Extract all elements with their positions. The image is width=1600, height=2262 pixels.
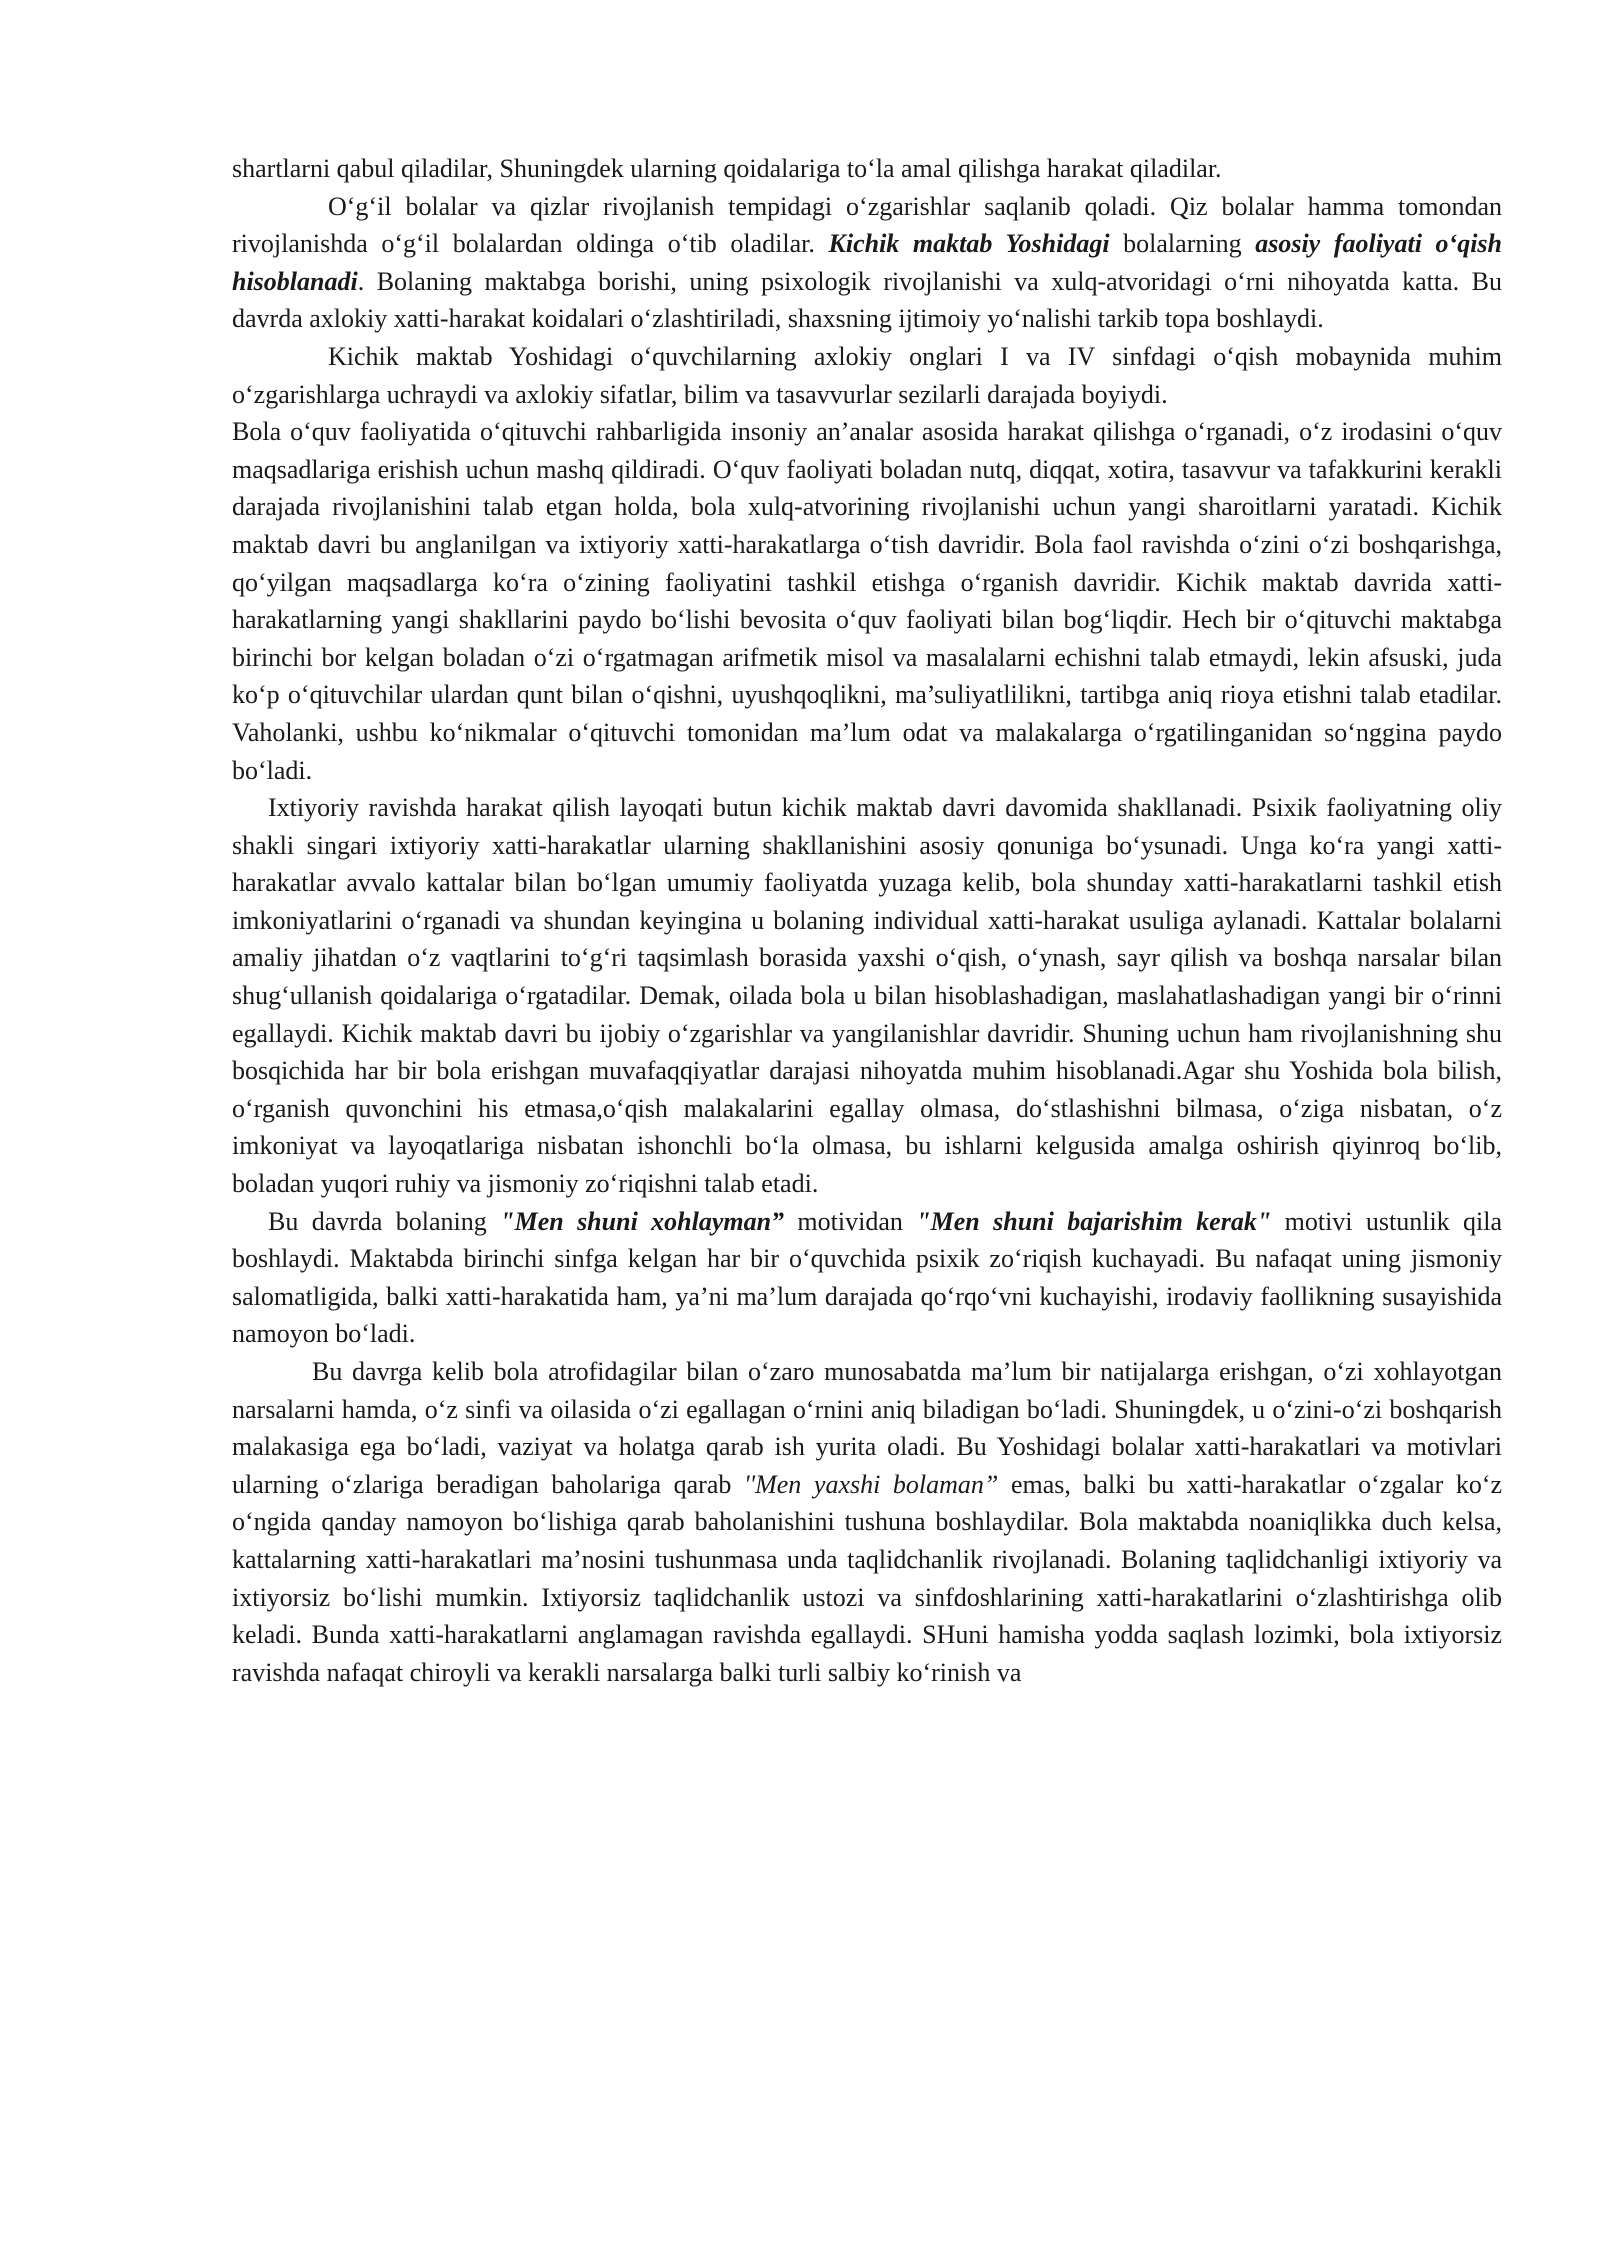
paragraph-7-emphasis-1: ''Men yaxshi bolaman” [743, 1469, 999, 1499]
paragraph-7 [232, 1353, 1502, 1691]
paragraph-6-text-1: Bu davrda bolaning [268, 1206, 501, 1236]
paragraph-7-text-2: emas, balki bu xatti-harakatlar o‘zgalar ko‘z o‘ngida qanday namoyon bo‘lishiga qarab baholanishini tushuna boshlaydilar. Bola maktabda noaniqlikka duch kelsa, kattalarning xatti-harakatlari ma’nosini tushunmasa unda taqlidchanlik rivojlanadi. Bolaning taqlidchanligi ixtiyoriy va ixtiyorsiz bo‘lishi mumkin. Ixtiyorsiz taqlidchanlik ustozi va sinfdoshlarining xatti-harakatlarini o‘zlashtirishga olib keladi. Bunda xatti-harakatlarni anglamagan ravishda egallaydi. SHuni hamisha yodda saqlash lozimki, bola ixtiyorsiz ravishda nafaqat chiroyli va kerakli narsalarga balki turli salbiy ko‘rinish va [232, 1469, 1503, 1687]
paragraph-7-text-1: Bu davrga kelib bola atrofidagilar bilan o‘zaro munosabatda ma’lum bir natijalarga erishgan, o‘zi xohlayotgan narsalarni hamda, o‘z sinfi va oilasida o‘zi egallagan o‘rnini aniq biladigan bo‘ladi. Shuningdek, u o‘zini-o‘zi boshqarish malakasiga ega bo‘ladi, vaziyat va holatga qarab ish yurita oladi. Bu Yoshidagi bolalar xatti-harakatlari va motivlari ularning o‘zlariga beradigan baholariga qarab [232, 1357, 1502, 1499]
paragraph-6-emphasis-2: "Men shuni bajarishim kerak" [916, 1206, 1272, 1236]
paragraph-1-text: shartlarni qabul qiladilar, Shuningdek ularning qoidalariga to‘la amal qilishga harakat qiladilar. [232, 154, 1222, 183]
paragraph-5 [232, 789, 1502, 1203]
paragraph-6 [232, 1203, 1502, 1353]
paragraph-2 [232, 188, 1502, 338]
paragraph-6-text-2: motividan [784, 1206, 917, 1236]
paragraph-5-text: Ixtiyoriy ravishda harakat qilish layoqati butun kichik maktab davri davomida shakllanadi. Psixik faoliyatning oliy shakli singari ixtiyoriy xatti-harakatlar ularning shakllanishini asosiy qonuniga bo‘ysunadi. Unga ko‘ra yangi xatti-harakatlar avvalo kattalar bilan bo‘lgan umumiy faoliyatda yuzaga kelib, bola shunday xatti-harakatlarni tashkil etish imkoniyatlarini o‘rganadi va shundan keyingina u bolaning individual xatti-harakat usuliga aylanadi. Kattalar bolalarni amaliy jihatdan o‘z vaqtlarini to‘g‘ri taqsimlash borasida yaxshi o‘qish, o‘ynash, sayr qilish va boshqa narsalar bilan shug‘ullanish qoidalariga o‘rgatadilar. Demak, oilada bola u bilan hisoblashadigan, maslahatlashadigan yangi bir o‘rinni egallaydi. Kichik maktab davri bu ijobiy o‘zgarishlar va yangilanishlar davridir. Shuning uchun ham rivojlanishning shu bosqichida har bir bola erishgan muvafaqqiyatlar darajasi nihoyatda muhim hisoblanadi.Agar shu Yoshida bola bilish, o‘rganish quvonchini his etmasa,o‘qish malakalarini egallay olmasa, do‘stlashishni bilmasa, o‘ziga nisbatan, o‘z imkoniyat va layoqatlariga nisbatan ishonchli bo‘la olmasa, bu ishlarni kelgusida amalga oshirish qiyinroq bo‘lib, boladan yuqori ruhiy va jismoniy zo‘riqishni talab etadi. [232, 793, 1502, 1199]
paragraph-6-text-3: motivi ustunlik qila boshlaydi. Maktabda birinchi sinfga kelgan har bir o‘quvchida psixik zo‘riqish kuchayadi. Bu nafaqat uning jismoniy salomatligida, balki xatti-harakatida ham, ya’ni ma’lum darajada qo‘rqo‘vni kuchayishi, irodaviy faollikning susayishida namoyon bo‘ladi. [232, 1206, 1503, 1349]
paragraph-2-emphasis-2: asosiy faoliyati o‘qish hisoblanadi [232, 229, 1502, 296]
paragraph-4-text: Bola o‘quv faoliyatida o‘qituvchi rahbarligida insoniy an’analar asosida harakat qilishga o‘rganadi, o‘z irodasini o‘quv maqsadlariga erishish uchun mashq qildiradi. O‘quv faoliyati boladan nutq, diqqat, xotira, tasavvur va tafakkurini kerakli darajada rivojlanishini talab etgan holda, bola xulq-atvorining rivojlanishi uchun yangi sharoitlarni yaratadi. Kichik maktab davri bu anglanilgan va ixtiyoriy xatti-harakatlarga o‘tish davridir. Bola faol ravishda o‘zini o‘zi boshqarishga, qo‘yilgan maqsadlarga ko‘ra o‘zining faoliyatini tashkil etishga o‘rganish davridir. Kichik maktab davrida xatti-harakatlarning yangi shakllarini paydo bo‘lishi bevosita o‘quv faoliyati bilan bog‘liqdir. Hech bir o‘qituvchi maktabga birinchi bor kelgan boladan o‘zi o‘rgatmagan arifmetik misol va masalalarni echishni talab etmaydi, lekin afsuski, juda ko‘p o‘qituvchilar ulardan qunt bilan o‘qishni, uyushqoqlikni, ma’suliyatlilikni, tartibga aniq rioya etishni talab etadilar. Vaholanki, ushbu ko‘nikmalar o‘qituvchi tomonidan ma’lum odat va malakalarga o‘rgatilinganidan so‘nggina paydo bo‘ladi. [232, 417, 1502, 785]
paragraph-2-text-1: O‘g‘il bolalar va qizlar rivojlanish tempidagi o‘zgarishlar saqlanib qoladi. Qiz bolalar hamma tomondan rivojlanishda o‘g‘il bolalardan oldinga o‘tib oladilar. [232, 191, 1502, 259]
document-page [232, 150, 1502, 1691]
paragraph-4 [232, 413, 1502, 789]
paragraph-2-text-3: . Bolaning maktabga borishi, uning psixologik rivojlanishi va xulq-atvoridagi o‘rni nihoyatda katta. Bu davrda axlokiy xatti-harakat koidalari o‘zlashtiriladi, shaxsning ijtimoiy yo‘nalishi tarkib topa boshlaydi. [232, 266, 1502, 334]
paragraph-6-emphasis-1: "Men shuni xohlayman” [500, 1206, 785, 1236]
paragraph-2-text-2: bolalarning [1109, 229, 1256, 259]
paragraph-3-text: Kichik maktab Yoshidagi o‘quvchilarning axlokiy onglari I va IV sinfdagi o‘qish mobaynida muhim o‘zgarishlarga uchraydi va axlokiy sifatlar, bilim va tasavvurlar sezilarli darajada boyiydi. [232, 341, 1502, 409]
paragraph-1 [232, 150, 1502, 188]
paragraph-2-emphasis-1: Kichik maktab Yoshidagi [828, 229, 1110, 259]
paragraph-3 [232, 338, 1502, 413]
